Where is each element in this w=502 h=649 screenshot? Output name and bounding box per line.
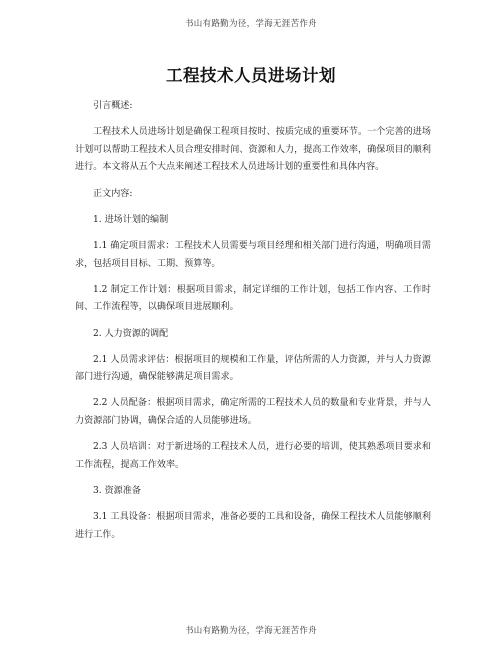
intro-paragraph: 工程技术人员进场计划是确保工程项目按时、按质完成的重要环节。一个完善的进场计划可以帮助工程技术人员合理安排时间、资源和人力，提高工作效率，确保项目的顺利进行。本文将从五个大点来阐述工程技术人员进场计划的重要性和具体内容。 <box>75 127 431 173</box>
section-item-3-1: 3.1 工具设备：根据项目需求，准备必要的工具和设备，确保工程技术人员能够顺利进行工作。 <box>75 512 431 540</box>
section-item-1-1: 1.1 确定项目需求：工程技术人员需要与项目经理和相关部门进行沟通，明确项目需求，包括项目目标、工期、预算等。 <box>75 240 431 269</box>
section-item-2-1: 2.1 人员需求评估：根据项目的规模和工作量，评估所需的人力资源，并与人力资源部门进行沟通，确保能够满足项目需求。 <box>75 354 431 383</box>
section-heading-2: 2. 人力资源的调配 <box>93 328 169 339</box>
intro-label: 引言概述: <box>93 101 133 111</box>
running-header: 书山有路勤为径，学海无涯苦作舟 <box>184 19 317 29</box>
document-body <box>75 98 431 553</box>
section-item-2-2: 2.2 人员配备：根据项目需求，确定所需的工程技术人员的数量和专业背景，并与人力资源部门协调，确保合适的人员能够进场。 <box>75 398 431 427</box>
section-item-2-3: 2.3 人员培训：对于新进场的工程技术人员，进行必要的培训，使其熟悉项目要求和工作流程，提高工作效率。 <box>75 442 431 470</box>
section-heading-3: 3. 资源准备 <box>93 486 141 497</box>
document-title: 工程技术人员进场计划 <box>166 66 336 85</box>
body-label: 正文内容: <box>93 188 133 199</box>
section-heading-1: 1. 进场计划的编制 <box>93 214 169 225</box>
running-footer: 书山有路勤为径，学海无涯苦作舟 <box>184 626 317 636</box>
section-item-1-2: 1.2 制定工作计划：根据项目需求，制定详细的工作计划，包括工作内容、工作时间、工作流程等，以确保项目进展顺利。 <box>75 284 431 313</box>
